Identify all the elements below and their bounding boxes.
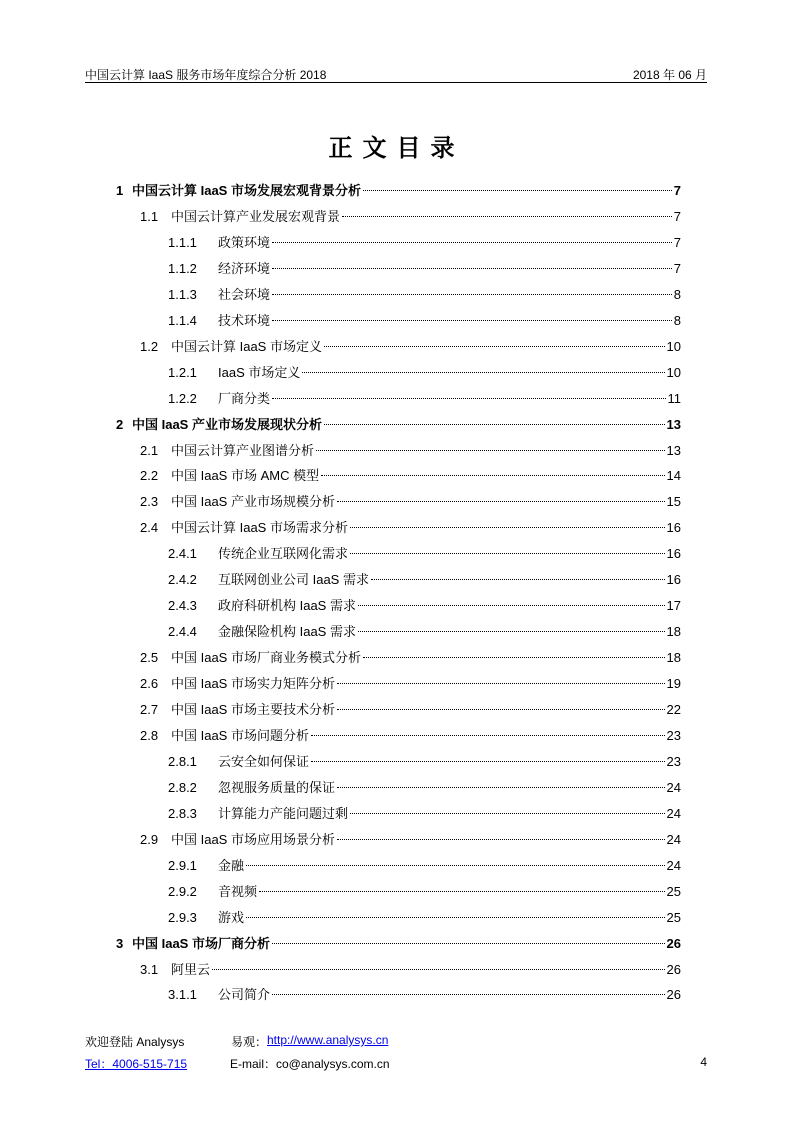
toc-dot-leader — [311, 735, 665, 736]
toc-entry-label: 中国 IaaS 市场实力矩阵分析 — [171, 676, 335, 692]
toc-entry-label: 中国 IaaS 市场厂商业务模式分析 — [171, 650, 361, 666]
toc-entry-label: 中国云计算产业发展宏观背景 — [171, 208, 341, 224]
toc-entry[interactable] — [168, 907, 681, 929]
toc-entry[interactable] — [168, 388, 681, 410]
toc-entry-number: 2.4.4 — [168, 624, 197, 640]
toc-entry-number: 2.9.1 — [168, 857, 197, 873]
toc-entry[interactable] — [140, 829, 681, 851]
toc-entry-label: 经济环境 — [218, 260, 271, 276]
toc-entry[interactable] — [168, 777, 681, 799]
header-report-title: 中国云计算 IaaS 服务市场年度综合分析 2018 — [85, 68, 327, 82]
toc-entry-number: 1.2.1 — [168, 364, 197, 380]
toc-entry-page: 13 — [666, 442, 681, 458]
toc-entry-number: 2.5 — [140, 650, 159, 666]
toc-entry-label: 金融 — [218, 857, 245, 873]
toc-entry-page: 14 — [666, 468, 681, 484]
toc-entry-page: 26 — [666, 961, 681, 977]
toc-dot-leader — [321, 475, 664, 476]
toc-entry[interactable] — [168, 569, 681, 591]
toc-entry-label: 中国云计算产业图谱分析 — [171, 442, 315, 458]
toc-entry-page: 25 — [666, 909, 681, 925]
toc-dot-leader — [272, 398, 665, 399]
toc-entry-number: 1.1.1 — [168, 234, 197, 250]
toc-entry[interactable] — [168, 362, 681, 384]
toc-dot-leader — [363, 657, 665, 658]
toc-entry-number: 2.8 — [140, 727, 159, 743]
toc-dot-leader — [337, 683, 665, 684]
toc-entry-number: 2.9.2 — [168, 883, 197, 899]
toc-entry-page: 24 — [666, 831, 681, 847]
toc-entry-page: 22 — [666, 702, 681, 717]
footer-site-link[interactable]: http://www.analysys.cn — [267, 1033, 389, 1047]
header-date: 2018 年 06 月 — [632, 68, 707, 82]
toc-entry-page: 7 — [673, 234, 681, 250]
toc-dot-leader — [272, 242, 672, 243]
toc-dot-leader — [246, 865, 665, 866]
toc-entry-label: 中国 IaaS 市场主要技术分析 — [171, 702, 335, 717]
toc-entry-page: 15 — [666, 494, 681, 510]
toc-entry-number: 2.8.2 — [168, 779, 197, 795]
toc-entry-page: 8 — [673, 286, 681, 302]
toc-entry-page: 19 — [666, 676, 681, 692]
toc-dot-leader — [246, 917, 665, 918]
toc-entry-page: 24 — [666, 857, 681, 873]
toc-entry-label: IaaS 市场定义 — [218, 364, 301, 380]
toc-entry[interactable] — [140, 647, 681, 669]
toc-entry-number: 3 — [116, 935, 124, 951]
toc-entry[interactable] — [168, 855, 681, 877]
toc-entry-label: 金融保险机构 IaaS 需求 — [218, 624, 356, 640]
toc-entry[interactable] — [140, 517, 681, 539]
toc-entry-label: 互联网创业公司 IaaS 需求 — [218, 572, 369, 588]
toc-entry-page: 7 — [673, 208, 681, 224]
toc-entry[interactable] — [116, 180, 681, 202]
toc-entry[interactable] — [116, 933, 681, 955]
toc-entry-number: 1.1 — [140, 208, 159, 224]
toc-dot-leader — [371, 579, 665, 580]
toc-dot-leader — [337, 839, 665, 840]
toc-entry-number: 2.3 — [140, 494, 159, 510]
toc-entry-number: 2.4.2 — [168, 572, 197, 588]
toc-entry-page: 13 — [666, 416, 681, 432]
toc-entry-page: 8 — [673, 312, 681, 328]
footer-site-label: 易观： — [231, 1035, 268, 1049]
toc-entry-page: 18 — [666, 624, 681, 640]
toc-entry[interactable] — [168, 284, 681, 306]
toc-entry-number: 3.1 — [140, 961, 159, 977]
toc-dot-leader — [272, 320, 672, 321]
toc-dot-leader — [350, 553, 665, 554]
toc-dot-leader — [302, 372, 664, 373]
toc-dot-leader — [337, 501, 665, 502]
toc-entry-number: 2.9 — [140, 831, 159, 847]
toc-dot-leader — [316, 450, 665, 451]
toc-entry-page: 7 — [673, 183, 681, 198]
toc-dot-leader — [337, 709, 665, 710]
toc-entry-label: 政策环境 — [218, 234, 271, 250]
toc-entry[interactable] — [140, 206, 681, 228]
toc-entry-number: 3.1.1 — [168, 987, 197, 1003]
toc-entry-page: 11 — [667, 390, 681, 406]
toc-entry[interactable] — [168, 803, 681, 825]
toc-entry[interactable] — [168, 232, 681, 254]
toc-entry-label: 中国 IaaS 市场应用场景分析 — [171, 831, 335, 847]
toc-dot-leader — [272, 943, 665, 944]
toc-entry-number: 2.8.1 — [168, 753, 197, 769]
toc-entry-page: 23 — [666, 753, 681, 769]
toc-entry-page: 7 — [673, 260, 681, 276]
toc-entry[interactable] — [168, 258, 681, 280]
toc-dot-leader — [324, 346, 665, 347]
toc-entry[interactable] — [168, 984, 681, 1006]
toc-entry-page: 24 — [666, 779, 681, 795]
toc-entry-number: 1.1.3 — [168, 286, 197, 302]
toc-entry-page: 16 — [666, 546, 681, 562]
page-title: 正文目录 — [328, 133, 465, 162]
toc-dot-leader — [363, 190, 672, 191]
toc-dot-leader — [272, 294, 672, 295]
toc-entry-label: 中国云计算 IaaS 市场定义 — [171, 338, 322, 354]
toc-dot-leader — [350, 527, 665, 528]
toc-entry-page: 26 — [666, 935, 681, 951]
toc-entry-page: 25 — [666, 883, 681, 899]
toc-entry-page: 26 — [666, 987, 681, 1003]
toc-entry-page: 18 — [666, 650, 681, 666]
toc-dot-leader — [259, 891, 665, 892]
footer-welcome: 欢迎登陆 Analysys — [85, 1035, 185, 1049]
toc-entry-label: 忽视服务质量的保证 — [218, 779, 336, 795]
footer-tel-link[interactable]: Tel：4006-515-715 — [85, 1057, 188, 1071]
toc-entry[interactable] — [168, 751, 681, 773]
toc-entry[interactable] — [140, 440, 681, 462]
toc-entry-label: 政府科研机构 IaaS 需求 — [218, 598, 356, 614]
toc-entry-label: 中国 IaaS 产业市场规模分析 — [171, 494, 335, 510]
toc-entry[interactable] — [168, 621, 681, 643]
toc-entry[interactable] — [116, 414, 681, 436]
toc-entry-number: 2.2 — [140, 468, 159, 484]
toc-entry[interactable] — [168, 595, 681, 617]
toc-entry-label: 中国 IaaS 市场问题分析 — [171, 727, 309, 743]
toc-entry-label: 游戏 — [218, 909, 245, 925]
toc-entry[interactable] — [140, 725, 681, 747]
toc-entry-page: 16 — [666, 572, 681, 588]
toc-entry[interactable] — [168, 881, 681, 903]
toc-entry-number: 1.2 — [140, 338, 159, 354]
toc-entry-page: 17 — [666, 598, 681, 614]
footer-page-number: 4 — [700, 1055, 707, 1069]
toc-entry-label: 云安全如何保证 — [218, 753, 310, 769]
toc-entry-number: 2 — [116, 416, 124, 432]
toc-entry-label: 中国 IaaS 产业市场发展现状分析 — [132, 416, 322, 432]
toc-dot-leader — [311, 761, 665, 762]
toc-entry-label: 中国 IaaS 市场 AMC 模型 — [171, 468, 320, 484]
toc-entry-number: 2.4 — [140, 520, 159, 536]
toc-dot-leader — [212, 969, 665, 970]
toc-entry-number: 2.6 — [140, 676, 159, 692]
toc-dot-leader — [358, 605, 665, 606]
toc-entry-number: 1.1.2 — [168, 260, 197, 276]
toc-entry-label: 社会环境 — [218, 286, 271, 302]
toc-entry-number: 2.8.3 — [168, 805, 197, 821]
toc-dot-leader — [342, 216, 672, 217]
toc-entry-number: 2.9.3 — [168, 909, 197, 925]
toc-entry-label: 公司简介 — [218, 987, 271, 1003]
page-header — [85, 64, 707, 83]
toc-entry-number: 1.2.2 — [168, 390, 197, 406]
toc-entry-number: 2.4.1 — [168, 546, 197, 562]
toc-dot-leader — [358, 631, 665, 632]
toc-entry[interactable] — [140, 673, 681, 695]
toc-entry[interactable] — [140, 491, 681, 513]
toc-dot-leader — [337, 787, 665, 788]
toc-entry-label: 技术环境 — [218, 312, 271, 328]
toc-entry-label: 中国云计算 IaaS 市场发展宏观背景分析 — [132, 183, 361, 198]
toc-dot-leader — [272, 268, 672, 269]
toc-entry-label: 中国 IaaS 市场厂商分析 — [132, 935, 270, 951]
toc-entry-label: 传统企业互联网化需求 — [218, 546, 349, 562]
toc-entry-label: 厂商分类 — [218, 390, 271, 406]
toc-dot-leader — [324, 424, 665, 425]
toc-entry-page: 24 — [666, 805, 681, 821]
toc-entry-number: 1 — [116, 183, 124, 198]
toc-entry-number: 2.1 — [140, 442, 159, 458]
toc-entry-number: 2.4.3 — [168, 598, 197, 614]
toc-entry-label: 中国云计算 IaaS 市场需求分析 — [171, 520, 348, 536]
toc-entry[interactable] — [168, 310, 681, 332]
toc-dot-leader — [272, 994, 665, 995]
toc-entry-label: 阿里云 — [171, 961, 211, 977]
toc-entry-number: 1.1.4 — [168, 312, 197, 328]
toc-dot-leader — [350, 813, 665, 814]
toc-entry-number: 2.7 — [140, 702, 159, 717]
toc-entry[interactable] — [140, 959, 681, 981]
toc-entry[interactable] — [168, 543, 681, 565]
toc-entry-page: 10 — [666, 338, 681, 354]
toc-entry-page: 23 — [666, 727, 681, 743]
toc-entry[interactable] — [140, 336, 681, 358]
toc-entry[interactable] — [140, 699, 681, 721]
toc-entry-label: 音视频 — [218, 883, 258, 899]
toc-entry-page: 10 — [666, 364, 681, 380]
footer-email: E-mail：co@analysys.com.cn — [230, 1057, 390, 1071]
toc-entry[interactable] — [140, 465, 681, 487]
toc-entry-page: 16 — [666, 520, 681, 536]
toc-entry-label: 计算能力产能问题过剩 — [218, 805, 349, 821]
